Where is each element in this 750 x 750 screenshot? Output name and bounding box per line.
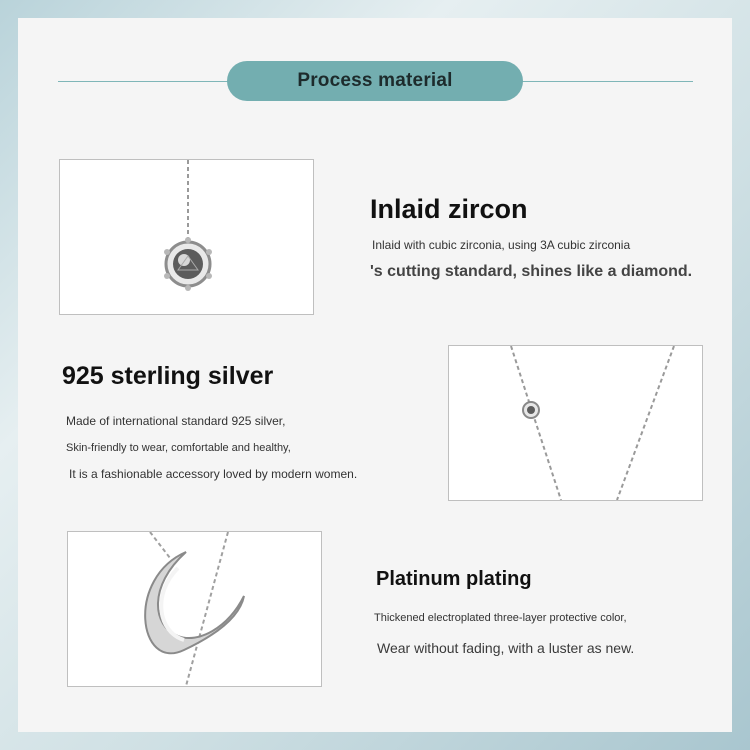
section-text-platinum-1: Thickened electroplated three-layer protective color,: [374, 612, 627, 624]
silver-photo: [448, 345, 703, 501]
banner-rule-right: [518, 81, 693, 82]
section-text-silver-1: Made of international standard 925 silver,: [66, 414, 286, 428]
banner-title: Process material: [297, 70, 453, 91]
section-text-zircon-1: Inlaid with cubic zirconia, using 3A cubic zirconia: [372, 238, 631, 252]
moon-pendant-icon: [68, 532, 321, 686]
section-text-platinum-2: Wear without fading, with a luster as new.: [377, 640, 635, 656]
section-banner: [227, 61, 523, 101]
platinum-photo: [67, 531, 322, 687]
section-heading-platinum: Platinum plating: [376, 568, 532, 590]
section-text-zircon-2: 's cutting standard, shines like a diamond.: [370, 263, 693, 280]
section-text-silver-3: It is a fashionable accessory loved by modern women.: [69, 467, 358, 481]
section-text-silver-2: Skin-friendly to wear, comfortable and healthy,: [66, 442, 291, 454]
section-heading-zircon: Inlaid zircon: [370, 194, 528, 224]
zircon-pendant-icon: [60, 160, 313, 314]
banner-rule-left: [58, 81, 230, 82]
section-heading-silver: 925 sterling silver: [62, 362, 274, 390]
silver-chain-icon: [449, 346, 702, 500]
zircon-photo: [59, 159, 314, 315]
